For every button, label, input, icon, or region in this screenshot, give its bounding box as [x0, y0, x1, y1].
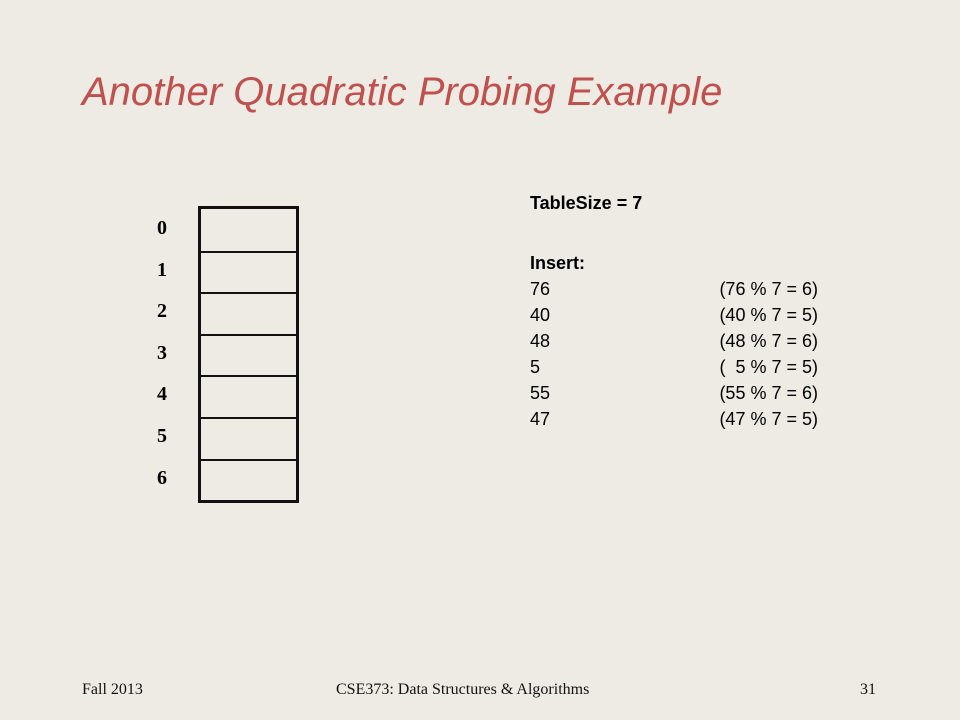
- spacer: [530, 216, 830, 250]
- hash-table-slot-3: [201, 334, 296, 376]
- insert-row: [530, 328, 830, 354]
- insert-key: 47: [530, 409, 551, 429]
- insert-row: [530, 276, 830, 302]
- hash-table-slot-0: [201, 209, 296, 251]
- slide-title: Another Quadratic Probing Example: [82, 70, 723, 114]
- table-index-1: 1: [157, 258, 167, 281]
- table-index-2: 2: [157, 300, 167, 323]
- footer-course-title: CSE373: Data Structures & Algorithms: [336, 681, 590, 698]
- insert-row: [530, 406, 830, 432]
- insert-row: [530, 380, 830, 406]
- insert-key: 40: [530, 305, 551, 325]
- footer-date: Fall 2013: [82, 681, 143, 698]
- insert-hash-calc: (40 % 7 = 5): [719, 305, 818, 325]
- insert-row: [530, 302, 830, 328]
- insert-key: 76: [530, 279, 551, 299]
- table-size-label: TableSize = 7: [530, 193, 643, 213]
- hash-table-slot-1: [201, 251, 296, 293]
- hash-table-slot-2: [201, 292, 296, 334]
- table-index-5: 5: [157, 424, 167, 447]
- hash-table-slot-4: [201, 375, 296, 417]
- insert-key: 48: [530, 331, 551, 351]
- insert-row: [530, 354, 830, 380]
- table-index-3: 3: [157, 341, 167, 364]
- slide-number: 31: [860, 681, 876, 698]
- insert-heading: Insert:: [530, 253, 586, 273]
- table-index-0: 0: [157, 217, 167, 239]
- insert-hash-calc: ( 5 % 7 = 5): [719, 357, 818, 377]
- insert-info-panel: [530, 190, 830, 432]
- hash-table: [198, 206, 299, 503]
- insert-key: 5: [530, 357, 541, 377]
- insert-hash-calc: (48 % 7 = 6): [719, 331, 818, 351]
- table-index-6: 6: [157, 466, 167, 489]
- hash-table-index-column: [140, 208, 184, 499]
- hash-table-slot-6: [201, 459, 296, 501]
- hash-table-slot-5: [201, 417, 296, 459]
- insert-hash-calc: (47 % 7 = 5): [719, 409, 818, 429]
- table-index-4: 4: [157, 383, 167, 406]
- insert-hash-calc: (55 % 7 = 6): [719, 383, 818, 403]
- insert-key: 55: [530, 383, 551, 403]
- insert-hash-calc: (76 % 7 = 6): [719, 279, 818, 299]
